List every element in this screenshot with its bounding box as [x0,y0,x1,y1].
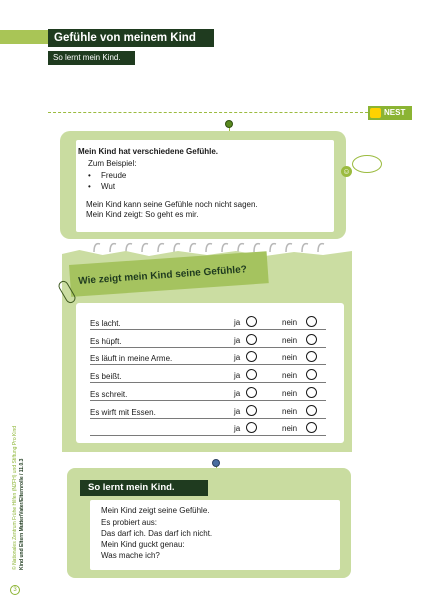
table-row [90,330,326,348]
table-row [90,347,326,365]
nein-label: nein [282,370,298,380]
row-label: Es beißt. [90,371,122,381]
nein-label: nein [282,423,298,433]
ja-label: ja [234,317,241,327]
series-text: Kind und Eltern Mutter/Vater/Elternrolle / 11.0.3 [19,458,25,570]
list-item: • Freude [88,170,126,181]
ja-radio[interactable] [246,351,257,362]
ja-radio[interactable] [246,334,257,345]
nein-radio[interactable] [306,422,317,433]
page-title: Gefühle von meinem Kind [48,29,214,47]
row-label: Es lacht. [90,318,121,328]
nein-radio[interactable] [306,387,317,398]
ja-label: ja [234,406,241,416]
question-card-heading: Wie zeigt mein Kind seine Gefühle? [78,264,248,287]
info-card-line: Mein Kind zeigt: So geht es mir. [86,210,199,219]
ja-label: ja [234,352,241,362]
page-subtitle: So lernt mein Kind. [48,51,135,65]
speech-bubble-icon [352,155,382,173]
summary-line: Mein Kind zeigt seine Gefühle. [101,506,210,515]
pin-icon [212,459,220,467]
copyright-text: © Nationales Zentrum Frühe Hilfen (NZFH) und Stiftung Pro Kind [12,425,18,570]
table-row [90,312,326,330]
nein-radio[interactable] [306,334,317,345]
table-row [90,401,326,419]
page-number: 3 [10,585,20,595]
pin-icon [225,120,233,128]
ja-radio[interactable] [246,387,257,398]
summary-line: Es probiert aus: [101,518,158,527]
nein-label: nein [282,406,298,416]
nein-label: nein [282,317,298,327]
table-row [90,383,326,401]
emotion-list [88,170,126,192]
summary-card-heading: So lernt mein Kind. [80,480,208,496]
nest-logo-icon [370,108,381,118]
info-card-intro: Zum Beispiel: [88,159,137,168]
ja-radio[interactable] [246,405,257,416]
table-row [90,418,326,436]
list-item: • Wut [88,181,126,192]
info-card-title: Mein Kind hat verschiedene Gefühle. [78,147,219,156]
nein-label: nein [282,335,298,345]
ja-radio[interactable] [246,316,257,327]
summary-line: Mein Kind guckt genau: [101,540,185,549]
nest-divider [48,112,368,113]
nein-radio[interactable] [306,405,317,416]
row-label: Es hüpft. [90,336,122,346]
ja-label: ja [234,423,241,433]
nein-radio[interactable] [306,369,317,380]
nein-radio[interactable] [306,351,317,362]
ja-label: ja [234,388,241,398]
info-card-line: Mein Kind kann seine Gefühle noch nicht sagen. [86,200,258,209]
row-label: Es schreit. [90,389,128,399]
ja-radio[interactable] [246,369,257,380]
nein-radio[interactable] [306,316,317,327]
row-label: Es wirft mit Essen. [90,407,156,417]
summary-line: Das darf ich. Das darf ich nicht. [101,529,213,538]
summary-line: Was mache ich? [101,551,160,560]
table-row [90,365,326,383]
ja-radio[interactable] [246,422,257,433]
ja-label: ja [234,370,241,380]
header-accent-bar [0,30,48,44]
ja-label: ja [234,335,241,345]
nein-label: nein [282,388,298,398]
nest-label: NEST [384,108,406,117]
smiley-icon: ☺ [342,167,351,176]
row-label: Es läuft in meine Arme. [90,353,173,363]
nein-label: nein [282,352,298,362]
